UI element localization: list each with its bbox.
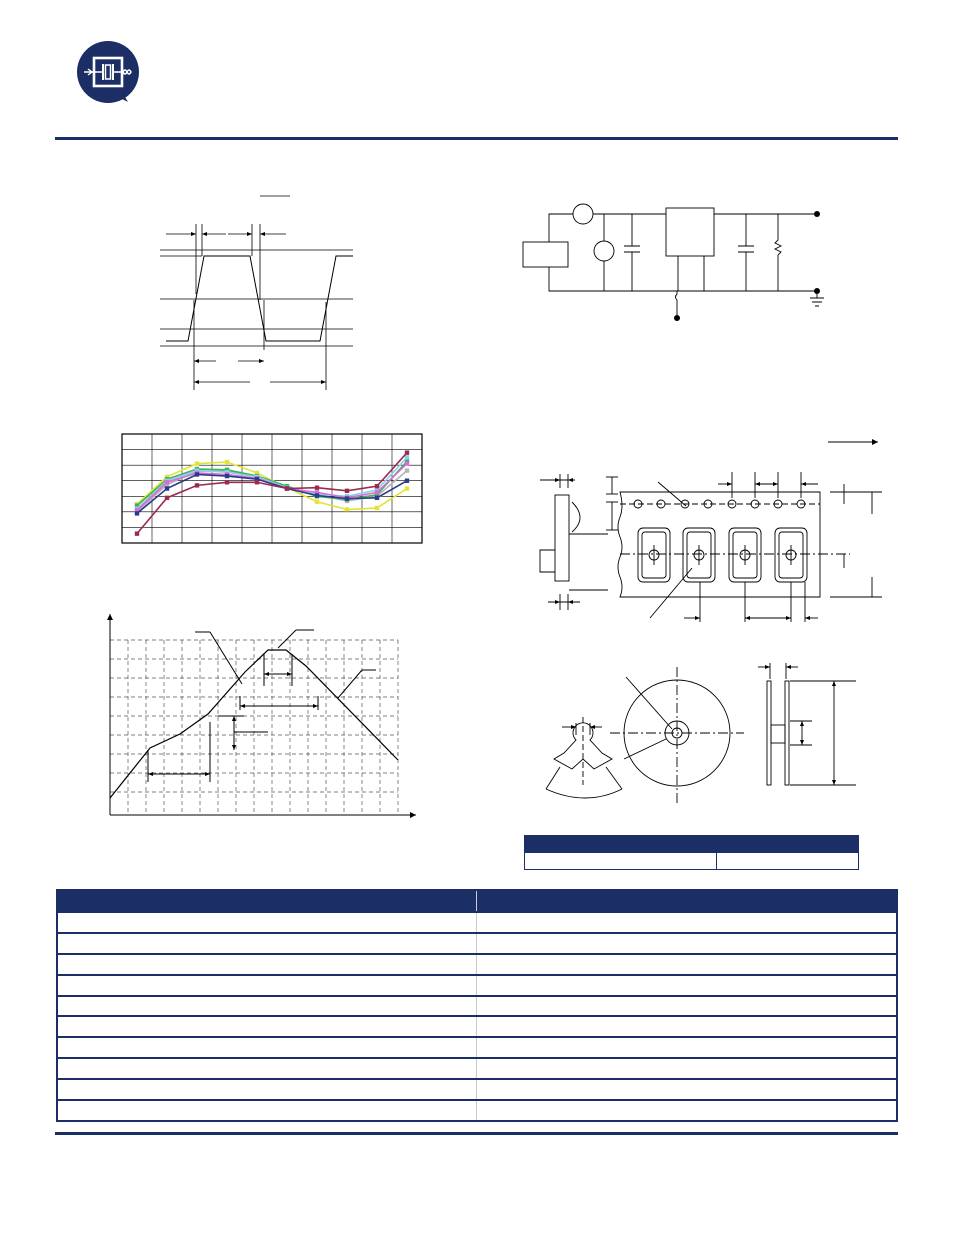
specification-table <box>56 889 898 1122</box>
chart-data-point <box>195 472 199 476</box>
packing-table <box>524 835 859 870</box>
chart-data-point <box>165 480 169 484</box>
test-circuit-schematic <box>520 200 830 322</box>
chart-data-point <box>225 460 229 464</box>
packing-table-cell <box>717 853 859 870</box>
spec-table-cell <box>57 1016 477 1037</box>
chart-data-point <box>405 468 409 472</box>
waveform-timing-diagram <box>158 190 358 390</box>
spec-table-cell <box>57 954 477 975</box>
spec-table-row <box>57 954 897 975</box>
chart-data-point <box>375 484 379 488</box>
chart-data-point <box>165 486 169 490</box>
spec-table-row <box>57 1037 897 1058</box>
spec-table-cell <box>57 996 477 1017</box>
spec-table-row <box>57 1079 897 1100</box>
spec-table-row <box>57 996 897 1017</box>
chart-data-point <box>345 496 349 500</box>
packing-table-header-cell <box>717 836 859 854</box>
chart-data-point <box>195 461 199 465</box>
spec-table-cell <box>57 975 477 996</box>
chart-data-point <box>375 496 379 500</box>
spec-table-cell <box>57 1058 477 1079</box>
chart-data-point <box>375 490 379 494</box>
frequency-temperature-curves <box>122 434 422 544</box>
spec-table-cell <box>477 1037 898 1058</box>
chart-data-point <box>225 474 229 478</box>
chart-data-point <box>135 531 139 535</box>
tape-dimensions-drawing <box>520 432 885 627</box>
chart-data-point <box>375 506 379 510</box>
spec-table-row <box>57 1016 897 1037</box>
header-rule <box>55 137 898 140</box>
spec-table-cell <box>57 1100 477 1121</box>
spec-table-header-cell <box>57 890 477 912</box>
spec-table-cell <box>57 1037 477 1058</box>
spec-table-row <box>57 933 897 954</box>
spec-table-cell <box>477 1079 898 1100</box>
packing-table-cell <box>525 853 717 870</box>
packing-table-header-cell <box>525 836 717 854</box>
spec-table-cell <box>477 954 898 975</box>
chart-data-point <box>345 507 349 511</box>
chart-data-point <box>285 486 289 490</box>
chart-data-point <box>135 511 139 515</box>
spec-table-cell <box>477 1100 898 1121</box>
spec-table-cell <box>477 996 898 1017</box>
chart-data-point <box>315 493 319 497</box>
chart-data-point <box>405 479 409 483</box>
chart-data-point <box>405 486 409 490</box>
chart-data-point <box>345 489 349 493</box>
spec-table-cell <box>477 1058 898 1079</box>
reel-dimensions-drawing <box>540 655 860 807</box>
reflow-profile-graph <box>100 610 420 825</box>
spec-table-cell <box>477 912 898 933</box>
spec-table-row <box>57 975 897 996</box>
spec-table-cell <box>477 933 898 954</box>
spec-table-cell <box>57 912 477 933</box>
spec-table-cell <box>477 1016 898 1037</box>
chart-data-point <box>315 486 319 490</box>
spec-table-header-cell <box>477 890 898 912</box>
spec-table-cell <box>57 933 477 954</box>
spec-table-row <box>57 1058 897 1079</box>
chart-data-point <box>195 483 199 487</box>
chart-data-point <box>405 461 409 465</box>
chart-data-point <box>165 496 169 500</box>
spec-table-cell <box>57 1079 477 1100</box>
chart-data-point <box>225 480 229 484</box>
q-crystal-logo-icon <box>76 40 140 104</box>
chart-data-point <box>405 450 409 454</box>
spec-table-row <box>57 1100 897 1121</box>
spec-table-cell <box>477 975 898 996</box>
spec-table-row <box>57 912 897 933</box>
chart-data-point <box>315 500 319 504</box>
chart-data-point <box>405 455 409 459</box>
footer-rule <box>55 1132 898 1135</box>
chart-data-point <box>255 480 259 484</box>
